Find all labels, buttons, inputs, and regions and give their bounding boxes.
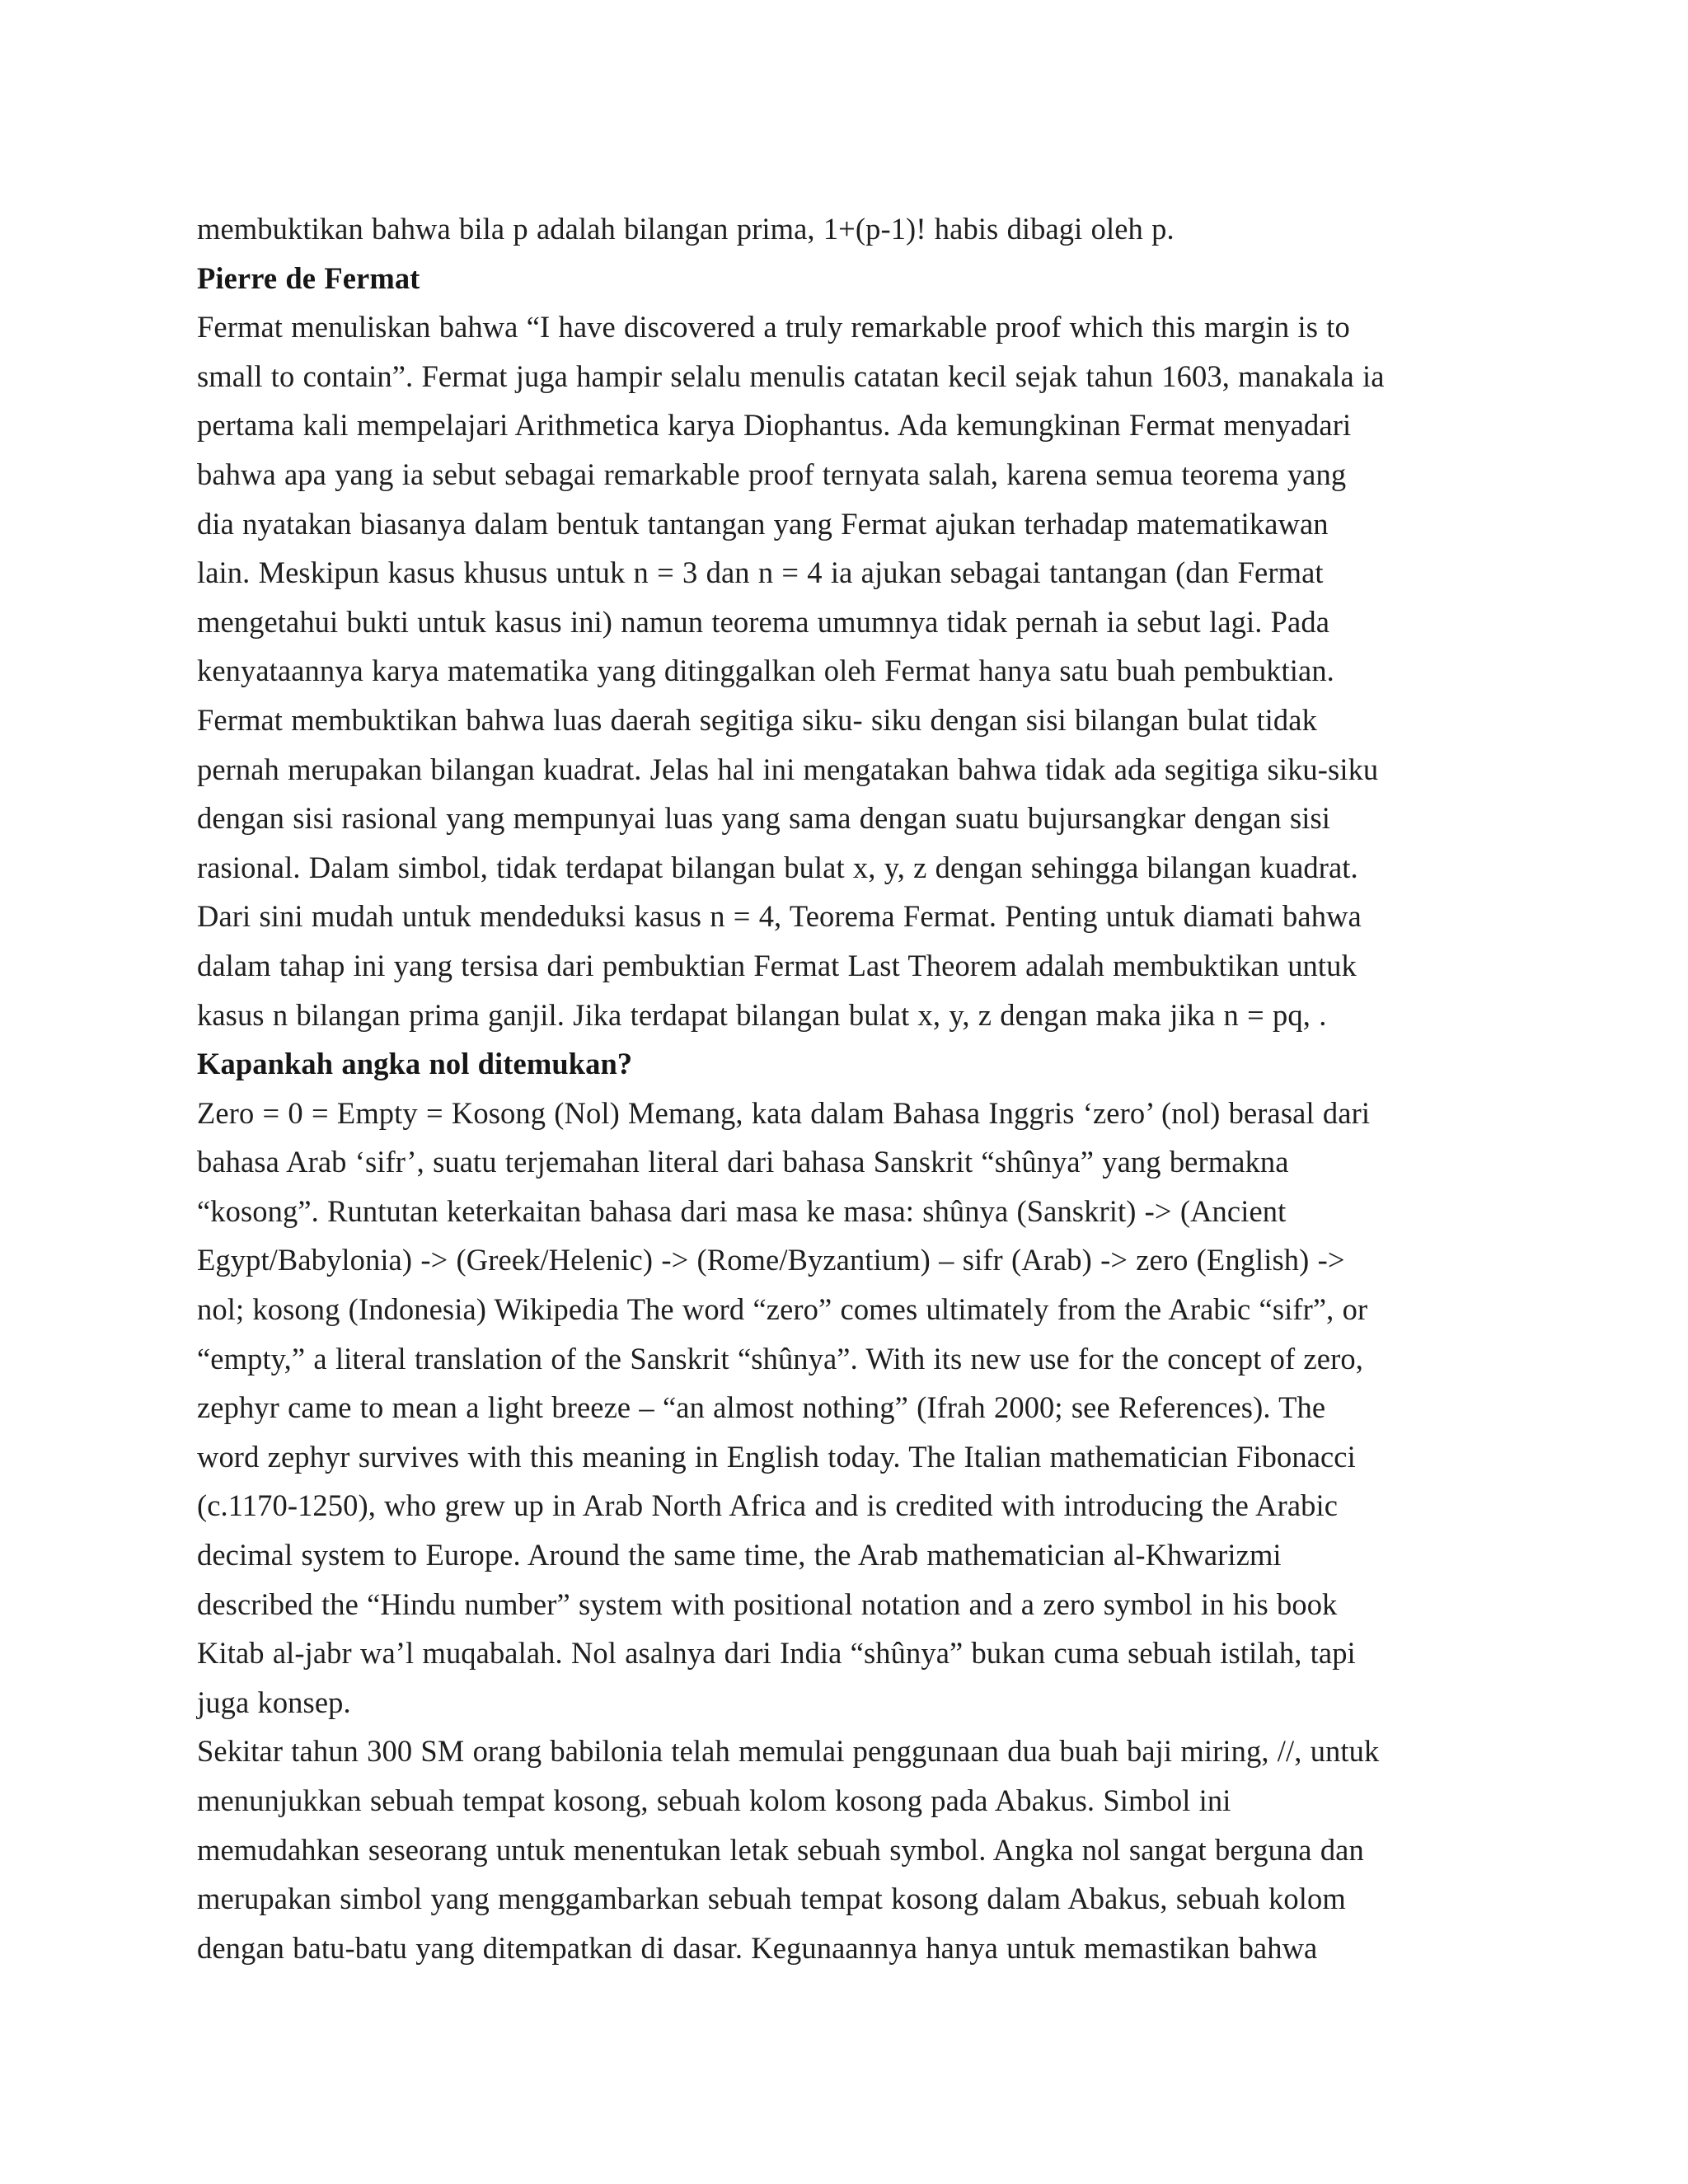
text-line: Zero = 0 = Empty = Kosong (Nol) Memang, kata dalam Bahasa Inggris ‘zero’ (nol) berasal dari xyxy=(197,1095,1371,1130)
text-line: (c.1170-1250), who grew up in Arab North Africa and is credited with introducing the Arabic xyxy=(197,1488,1339,1523)
text-line: nol; kosong (Indonesia) Wikipedia The word “zero” comes ultimately from the Arabic “sifr”, or xyxy=(197,1292,1368,1327)
text-line: decimal system to Europe. Around the same time, the Arab mathematician al-Khwarizmi xyxy=(197,1538,1282,1572)
text-line: Egypt/Babylonia) -> (Greek/Helenic) -> (Rome/Byzantium) – sifr (Arab) -> zero (English) -> xyxy=(197,1243,1345,1277)
text-line: kenyataannya karya matematika yang ditinggalkan oleh Fermat hanya satu buah pembuktian. xyxy=(197,654,1334,688)
text-line: dalam tahap ini yang tersisa dari pembuktian Fermat Last Theorem adalah membuktikan untuk xyxy=(197,948,1357,982)
text-line: lain. Meskipun kasus khusus untuk n = 3 dan n = 4 ia ajukan sebagai tantangan (dan Fermat xyxy=(197,555,1324,590)
document-body xyxy=(197,204,1499,1972)
text-line: Fermat menuliskan bahwa “I have discovered a truly remarkable proof which this margin is to xyxy=(197,310,1350,344)
text-line: dengan sisi rasional yang mempunyai luas yang sama dengan suatu bujursangkar dengan sisi xyxy=(197,801,1331,836)
text-line: bahasa Arab ‘sifr’, suatu terjemahan literal dari bahasa Sanskrit “shûnya” yang bermakna xyxy=(197,1145,1289,1179)
text-line: kasus n bilangan prima ganjil. Jika terdapat bilangan bulat x, y, z dengan maka jika n = pq, . xyxy=(197,997,1327,1032)
text-line: menunjukkan sebuah tempat kosong, sebuah kolom kosong pada Abakus. Simbol ini xyxy=(197,1783,1231,1817)
text-line: Dari sini mudah untuk mendeduksi kasus n = 4, Teorema Fermat. Penting untuk diamati bahwa xyxy=(197,899,1362,934)
text-line: described the “Hindu number” system with positional notation and a zero symbol in his book xyxy=(197,1586,1338,1621)
text-line: Kitab al-jabr wa’l muqabalah. Nol asalnya dari India “shûnya” bukan cuma sebuah istilah, tapi xyxy=(197,1636,1356,1671)
text-line: word zephyr survives with this meaning in English today. The Italian mathematician Fibonacci xyxy=(197,1439,1356,1474)
text-line: memudahkan seseorang untuk menentukan letak sebuah symbol. Angka nol sangat berguna dan xyxy=(197,1832,1364,1867)
text-line: rasional. Dalam simbol, tidak terdapat bilangan bulat x, y, z dengan sehingga bilangan kuadrat. xyxy=(197,850,1358,884)
text-line: pernah merupakan bilangan kuadrat. Jelas hal ini mengatakan bahwa tidak ada segitiga siku-siku xyxy=(197,752,1379,786)
text-line: pertama kali mempelajari Arithmetica karya Diophantus. Ada kemungkinan Fermat menyadari xyxy=(197,408,1352,443)
text-line: dengan batu-batu yang ditempatkan di dasar. Kegunaannya hanya untuk memastikan bahwa xyxy=(197,1930,1318,1965)
text-line: zephyr came to mean a light breeze – “an almost nothing” (Ifrah 2000; see References). The xyxy=(197,1390,1326,1425)
text-line: small to contain”. Fermat juga hampir selalu menulis catatan kecil sejak tahun 1603, manakala ia xyxy=(197,359,1385,393)
text-line: membuktikan bahwa bila p adalah bilangan prima, 1+(p-1)! habis dibagi oleh p. xyxy=(197,212,1175,246)
text-line: mengetahui bukti untuk kasus ini) namun teorema umumnya tidak pernah ia sebut lagi. Pada xyxy=(197,604,1330,639)
text-line: Sekitar tahun 300 SM orang babilonia telah memulai penggunaan dua buah baji miring, //, untuk xyxy=(197,1734,1380,1769)
text-line: “empty,” a literal translation of the Sanskrit “shûnya”. With its new use for the concept of zero, xyxy=(197,1341,1363,1376)
text-line: juga konsep. xyxy=(197,1685,351,1719)
section-heading: Kapankah angka nol ditemukan? xyxy=(197,1047,633,1081)
text-line: merupakan simbol yang menggambarkan sebuah tempat kosong dalam Abakus, sebuah kolom xyxy=(197,1882,1346,1916)
section-heading: Pierre de Fermat xyxy=(197,260,420,295)
text-line: “kosong”. Runtutan keterkaitan bahasa dari masa ke masa: shûnya (Sanskrit) -> (Ancient xyxy=(197,1193,1287,1228)
text-line: Fermat membuktikan bahwa luas daerah segitiga siku- siku dengan sisi bilangan bulat tidak xyxy=(197,702,1317,737)
text-line: dia nyatakan biasanya dalam bentuk tantangan yang Fermat ajukan terhadap matematikawan xyxy=(197,506,1329,541)
text-line: bahwa apa yang ia sebut sebagai remarkable proof ternyata salah, karena semua teorema yang xyxy=(197,457,1347,491)
